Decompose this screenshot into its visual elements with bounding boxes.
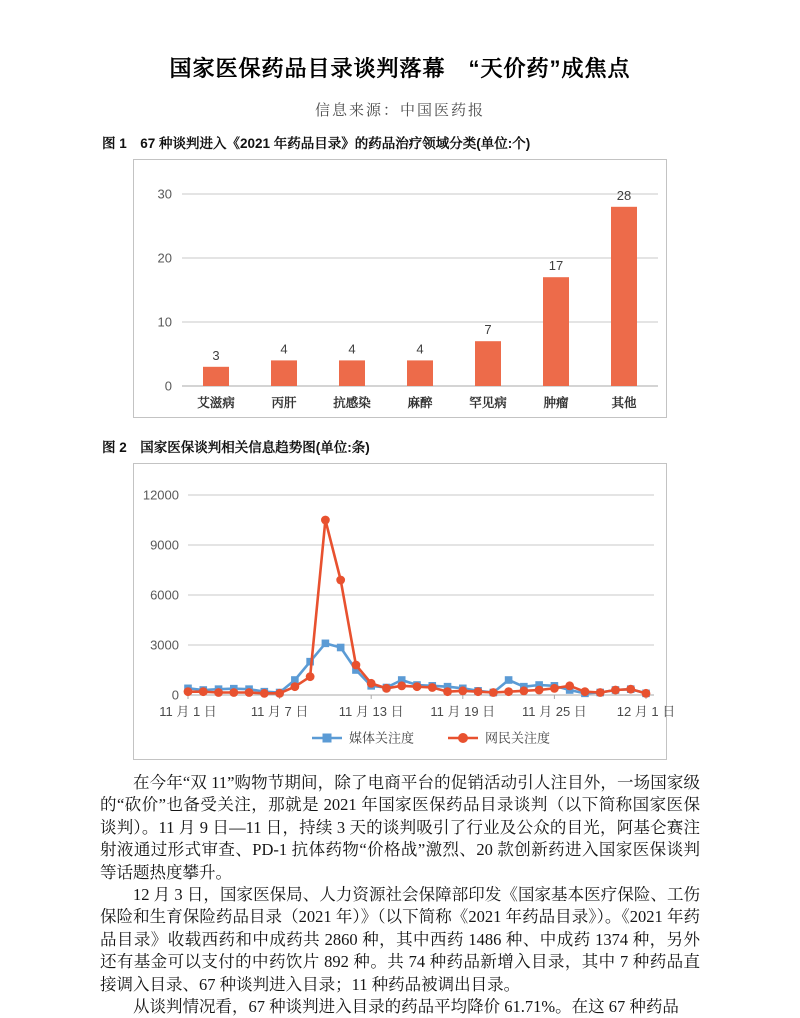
- svg-text:4: 4: [280, 341, 288, 357]
- svg-text:罕见病: 罕见病: [469, 396, 507, 410]
- svg-text:0: 0: [164, 378, 172, 394]
- source-line: 信息来源：中国医药报: [314, 103, 485, 119]
- svg-text:10: 10: [157, 314, 172, 330]
- svg-text:3: 3: [212, 347, 220, 363]
- figure1-caption: 图 1 67 种谈判进入《2021 年药品目录》的药品治疗领域分类(单位:个): [102, 136, 531, 151]
- svg-text:6000: 6000: [150, 587, 179, 603]
- svg-text:17: 17: [548, 258, 564, 274]
- svg-text:网民关注度: 网民关注度: [485, 730, 551, 746]
- paragraph-1: 在今年“双 11”购物节期间，除了电商平台的促销活动引人注目外，一场国家级的“砍价”也备受关注，那就是 2021 年国家医保药品目录谈判（以下简称国家医保谈判）。11 月 9 日—11 日，持续 3 天的谈判吸引了行业及公众的目光，阿基仑赛注射液通过形式审查、PD-1 抗体药物“价格战”激烈、20 款创新药进入国家医保谈判等话题热度攀升。: [100, 773, 700, 882]
- line-chart: [134, 472, 676, 755]
- figure2-caption: 图 2 国家医保谈判相关信息趋势图(单位:条): [102, 440, 370, 455]
- svg-text:0: 0: [171, 687, 179, 703]
- paragraph-2: 12 月 3 日，国家医保局、人力资源社会保障部印发《国家基本医疗保险、工伤保险和生育保险药品目录（2021 年）》（以下简称《2021 年药品目录》）。《2021 年药品目录》收载西药和中成药共 2860 种，其中西药 1486 种、中成药 1374 种，另外还有基金可以支付的中药饮片 892 种。共 74 种药品新增入目录，其中 7 种药品直接调入目录、67 种谈判进入目录；11 种药品被调出目录。: [100, 885, 701, 994]
- svg-text:11 月 25 日: 11 月 25 日: [522, 704, 587, 719]
- svg-text:丙肝: 丙肝: [271, 396, 297, 410]
- svg-text:28: 28: [616, 187, 632, 203]
- svg-text:4: 4: [348, 341, 356, 357]
- svg-text:抗感染: 抗感染: [333, 396, 371, 410]
- svg-text:其他: 其他: [611, 396, 637, 410]
- article-body: [100, 772, 700, 1018]
- svg-text:12 月 1 日: 12 月 1 日: [616, 704, 676, 719]
- svg-text:3000: 3000: [150, 637, 179, 653]
- svg-text:11 月 7 日: 11 月 7 日: [250, 704, 309, 719]
- svg-text:媒体关注度: 媒体关注度: [349, 730, 415, 746]
- page-title: 国家医保药品目录谈判落幕 “天价药”成焦点: [169, 56, 631, 81]
- paragraph-3: 从谈判情况看，67 种谈判进入目录的药品平均降价 61.71%。在这 67 种药品: [133, 997, 679, 1017]
- svg-text:11 月 19 日: 11 月 19 日: [430, 704, 496, 719]
- svg-text:11 月 1 日: 11 月 1 日: [159, 704, 217, 719]
- svg-text:肿瘤: 肿瘤: [543, 396, 569, 410]
- svg-text:4: 4: [416, 341, 424, 357]
- svg-text:9000: 9000: [150, 537, 179, 553]
- svg-text:麻醉: 麻醉: [407, 396, 433, 410]
- svg-text:艾滋病: 艾滋病: [197, 396, 235, 410]
- svg-text:30: 30: [157, 186, 172, 202]
- svg-text:20: 20: [157, 250, 172, 266]
- svg-text:11 月 13 日: 11 月 13 日: [338, 704, 404, 719]
- figure2-chart-box: [133, 463, 676, 760]
- svg-text:12000: 12000: [142, 487, 179, 503]
- figure1-chart-box: [133, 159, 667, 418]
- svg-text:7: 7: [484, 322, 492, 338]
- bar-chart: [134, 168, 668, 413]
